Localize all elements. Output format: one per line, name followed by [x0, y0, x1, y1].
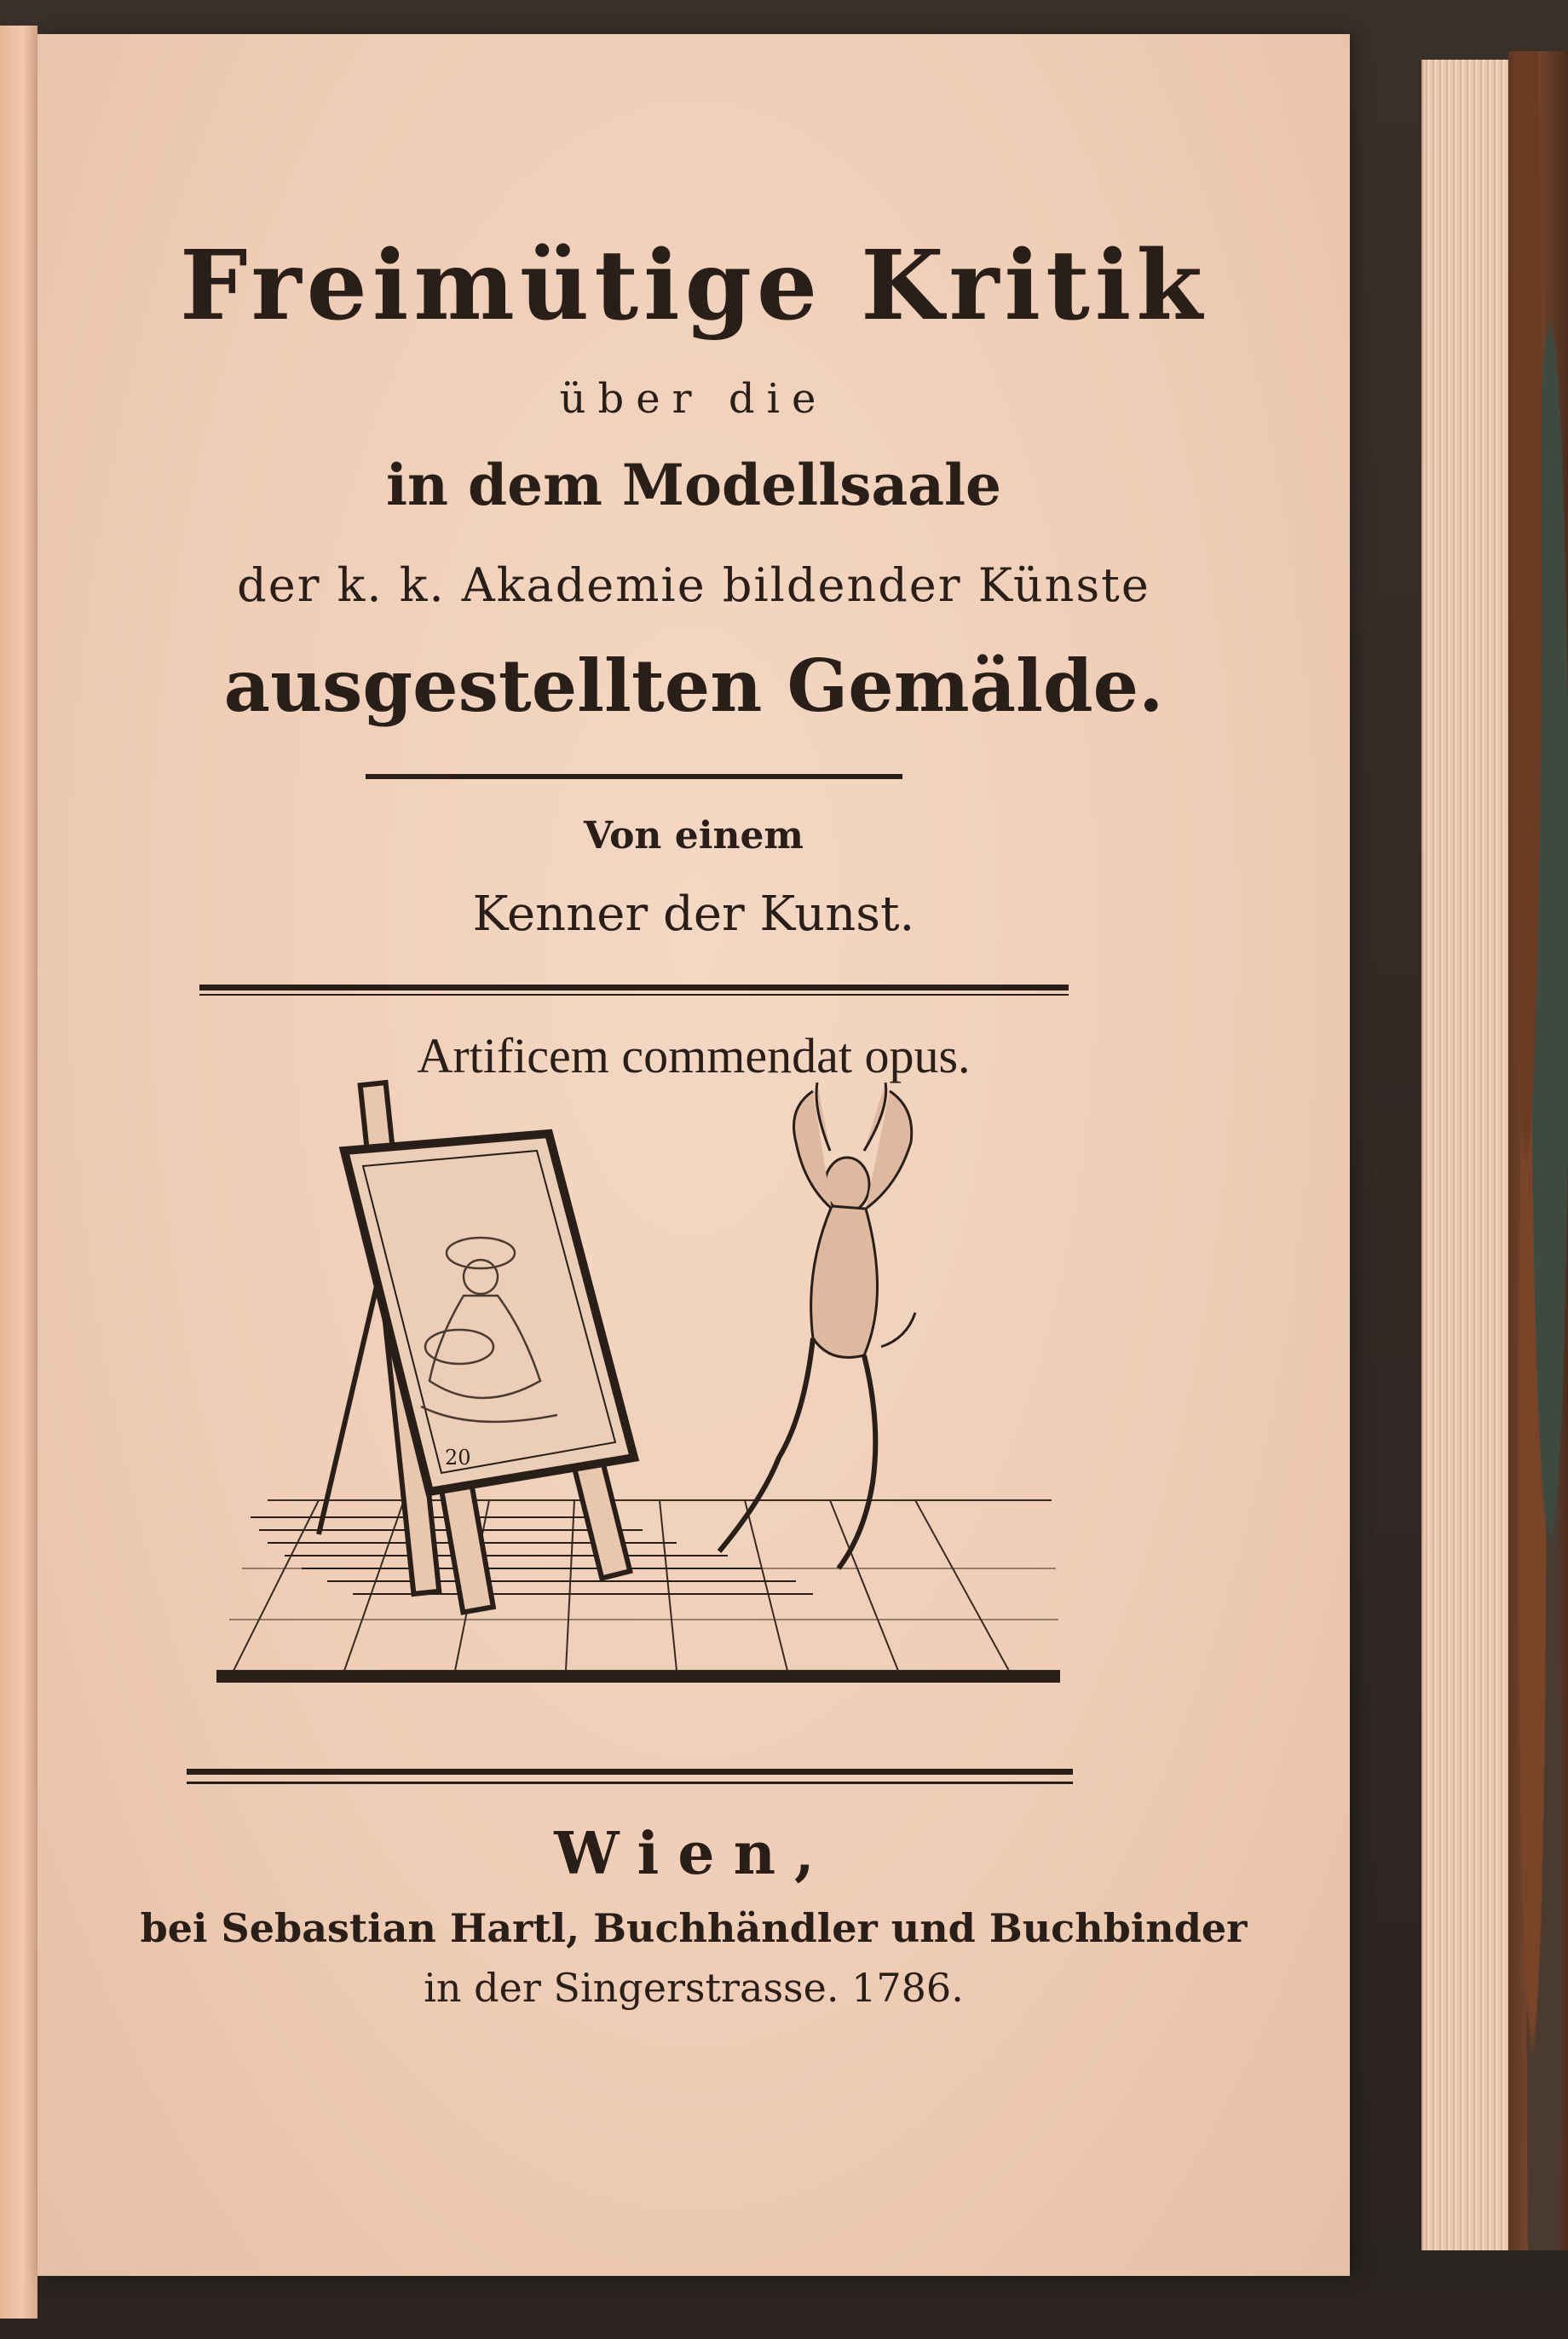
subtitle-line-1: über die — [559, 375, 828, 423]
floor-planks — [216, 1500, 1060, 1671]
motto: Artificem commendat opus. — [417, 1028, 971, 1083]
author-intro: Von einem — [583, 814, 804, 858]
imprint-place: Wien, — [554, 1820, 833, 1888]
author-name: Kenner der Kunst. — [472, 887, 915, 942]
engraving-satyr-easel — [216, 1057, 1060, 1722]
imprint-address-year: in der Singerstrasse. 1786. — [424, 1965, 964, 2011]
rule-lower-thin — [187, 1782, 1073, 1784]
canvas-number: 20 — [445, 1446, 471, 1470]
book-cover-spine — [1508, 51, 1568, 2250]
page-stack-edge — [1421, 60, 1508, 2250]
previous-page-edge — [0, 26, 37, 2319]
subtitle-line-3: der k. k. Akademie bildender Künste — [237, 558, 1150, 612]
engraving-base — [216, 1671, 1060, 1683]
subtitle-line-2: in dem Modellsaale — [385, 452, 1002, 518]
satyr-figure — [719, 1083, 915, 1568]
imprint-publisher: bei Sebastian Hartl, Buchhändler und Buchbinder — [140, 1905, 1248, 1951]
rule-lower — [187, 1769, 1073, 1775]
subtitle-line-4: ausgestellten Gemälde. — [223, 644, 1164, 728]
shadow-hatching — [251, 1517, 813, 1594]
rule-middle — [199, 985, 1069, 990]
easel-canvas — [344, 1134, 634, 1492]
rule-middle-thin — [199, 994, 1069, 996]
rule-upper — [366, 774, 902, 779]
title-page — [37, 34, 1350, 2276]
book-title: Freimütige Kritik — [180, 230, 1208, 342]
